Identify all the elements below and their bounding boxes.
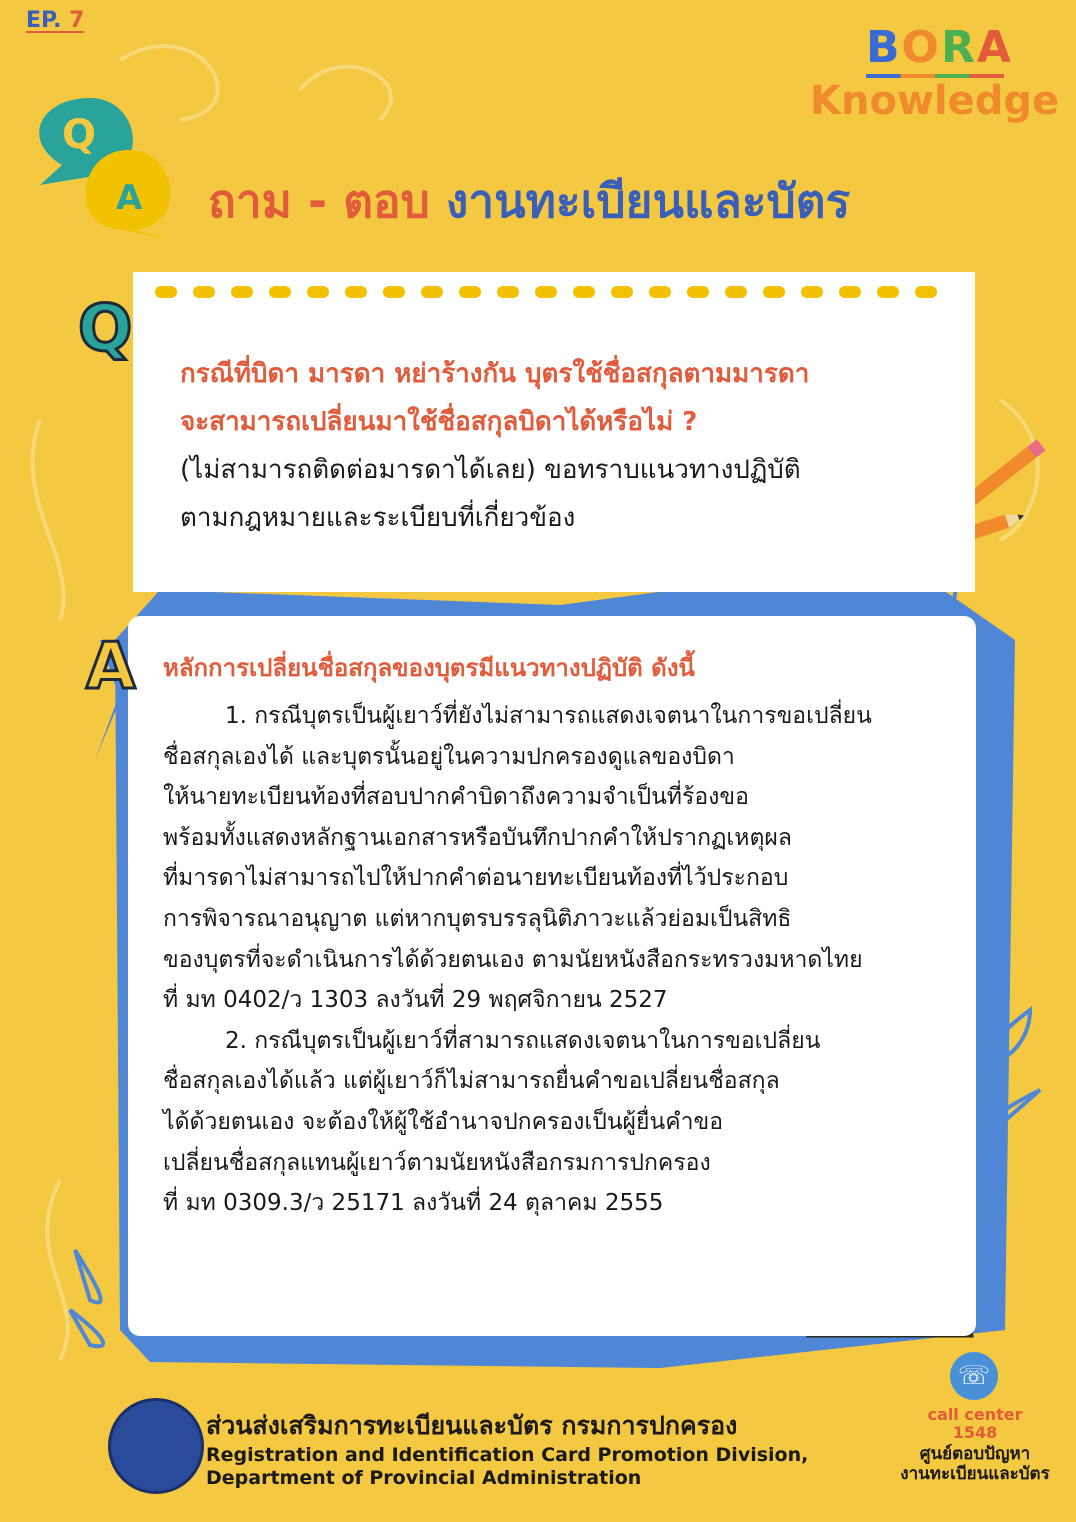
brand-logo-bora: BORA (866, 22, 1013, 73)
episode-label: EP. 7 (26, 8, 85, 33)
dotted-border (155, 286, 937, 298)
qa-bubble-a: A (116, 178, 143, 218)
org-name-english-line2: Department of Provincial Administration (206, 1467, 642, 1489)
answer-line: ของบุตรที่จะดำเนินการได้ด้วยตนเอง ตามนัยหนังสือกระทรวงมหาดไทย (163, 946, 863, 973)
call-center-label: call center (927, 1405, 1023, 1424)
org-name-thai: ส่วนส่งเสริมการทะเบียนและบัตร กรมการปกครอง (206, 1411, 738, 1440)
phone-icon: ☏ (950, 1352, 998, 1400)
department-seal-icon (108, 1398, 204, 1494)
help-line-1: ศูนย์ตอบปัญหา (919, 1444, 1031, 1464)
answer-line: ชื่อสกุลเองได้ และบุตรนั้นอยู่ในความปกครองดูแลของบิดา (163, 743, 735, 770)
question-line: (ไม่สามารถติดต่อมารดาได้เลย) ขอทราบแนวทางปฏิบัติ (180, 455, 801, 485)
answer-line: ที่มารดาไม่สามารถไปให้ปากคำต่อนายทะเบียนท้องที่ไว้ประกอบ (163, 865, 789, 892)
answer-heading: หลักการเปลี่ยนชื่อสกุลของบุตรมีแนวทางปฏิบัติ ดังนี้ (163, 654, 695, 682)
question-line: ตามกฎหมายและระเบียบที่เกี่ยวข้อง (180, 503, 576, 533)
answer-line: ได้ด้วยตนเอง จะต้องให้ผู้ใช้อำนาจปกครองเป็นผู้ยื่นคำขอ (163, 1108, 724, 1135)
answer-line: ชื่อสกุลเองได้แล้ว แต่ผู้เยาว์ก็ไม่สามารถยื่นคำขอเปลี่ยนชื่อสกุล (163, 1068, 780, 1095)
answer-line: ที่ มท 0309.3/ว 25171 ลงวันที่ 24 ตุลาคม 2555 (163, 1190, 664, 1217)
question-line: จะสามารถเปลี่ยนมาใช้ชื่อสกุลบิดาได้หรือไม่ ? (180, 407, 698, 437)
question-line: กรณีที่บิดา มารดา หย่าร้างกัน บุตรใช้ชื่อสกุลตามมารดา (180, 359, 810, 389)
answer-line: 2. กรณีบุตรเป็นผู้เยาว์ที่สามารถแสดงเจตนาในการขอเปลี่ยน (225, 1027, 821, 1054)
answer-line: ให้นายทะเบียนท้องที่สอบปากคำบิดาถึงความจำเป็นที่ร้องขอ (163, 784, 749, 811)
answer-line: 1. กรณีบุตรเป็นผู้เยาว์ที่ยังไม่สามารถแสดงเจตนาในการขอเปลี่ยน (225, 703, 872, 729)
question-letter: Q (78, 292, 133, 366)
org-name-english-line1: Registration and Identification Card Promotion Division, (206, 1444, 809, 1466)
answer-line: พร้อมทั้งแสดงหลักฐานเอกสารหรือบันทึกปากคำให้ปรากฏเหตุผล (163, 824, 792, 851)
help-line-2: งานทะเบียนและบัตร (900, 1464, 1050, 1484)
answer-body (163, 696, 963, 1224)
call-center-info (900, 1406, 1050, 1442)
answer-letter: A (86, 630, 136, 704)
answer-line: ที่ มท 0402/ว 1303 ลงวันที่ 29 พฤศจิกายน 2527 (163, 987, 668, 1014)
help-center-info (880, 1444, 1070, 1484)
question-text (180, 350, 940, 542)
qa-bubble-q: Q (62, 112, 97, 158)
page-title: ถาม - ตอบ งานทะเบียนและบัตร (208, 174, 851, 228)
brand-logo-knowledge: Knowledge (810, 78, 1060, 124)
answer-line: เปลี่ยนชื่อสกุลแทนผู้เยาว์ตามนัยหนังสือกรมการปกครอง (163, 1149, 711, 1176)
answer-line: การพิจารณาอนุญาต แต่หากบุตรบรรลุนิติภาวะแล้วย่อมเป็นสิทธิ (163, 905, 792, 932)
call-center-number: 1548 (952, 1423, 998, 1442)
